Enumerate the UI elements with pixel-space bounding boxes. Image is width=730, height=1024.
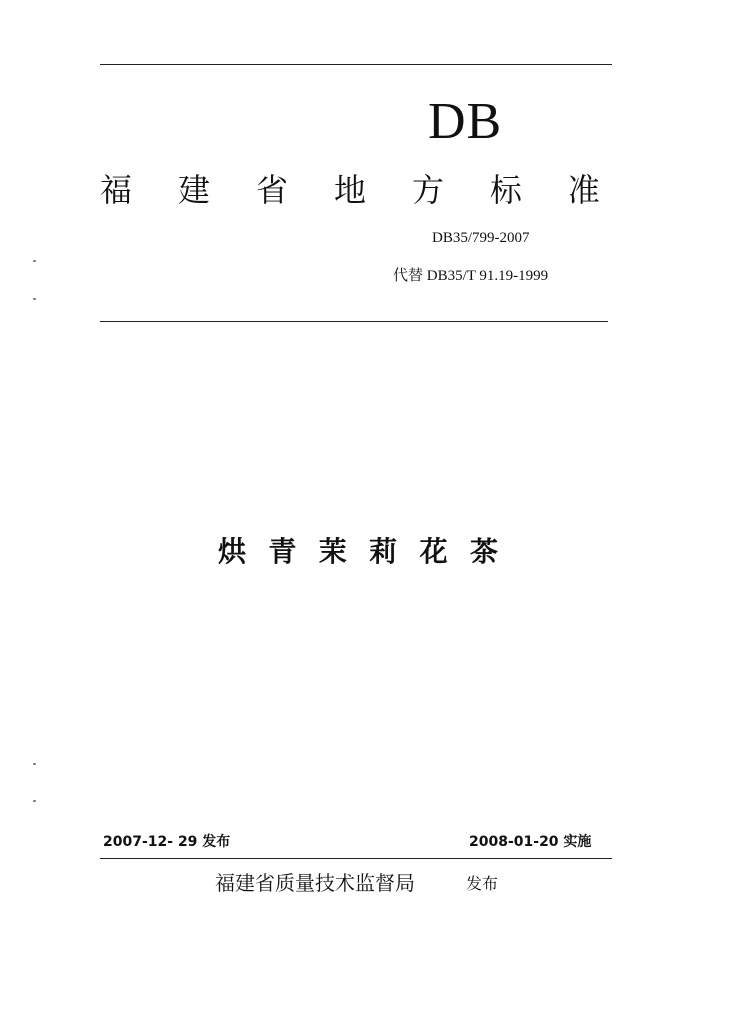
- title-char: 青: [268, 535, 297, 568]
- title-char: 茶: [469, 535, 498, 568]
- top-rule: [100, 64, 612, 65]
- scan-mark: [33, 763, 36, 765]
- implementation-date: 2008-01-20 实施: [469, 834, 592, 850]
- standard-type-char: 福: [100, 171, 133, 209]
- replaces-standard: 代替 DB35/T 91.19-1999: [393, 268, 549, 284]
- standard-type-char: 地: [333, 171, 366, 209]
- header-divider: [100, 321, 608, 322]
- document-title: [218, 532, 498, 572]
- standard-number: DB35/799-2007: [432, 230, 530, 246]
- standard-type-char: 方: [411, 171, 444, 209]
- scan-mark: [33, 298, 36, 300]
- title-char: 烘: [218, 535, 247, 568]
- scan-mark: [33, 800, 36, 802]
- title-char: 莉: [369, 535, 398, 568]
- issuing-authority: 福建省质量技术监督局: [215, 871, 415, 895]
- db-logo: DB: [428, 93, 503, 150]
- title-char: 花: [419, 535, 448, 568]
- standard-type-char: 准: [567, 171, 600, 209]
- standard-type-char: 标: [489, 171, 522, 209]
- issue-date: 2007-12- 29 发布: [103, 834, 231, 850]
- issuer-action: 发布: [466, 874, 499, 893]
- scan-mark: [33, 260, 36, 262]
- footer-divider: [100, 858, 612, 859]
- standard-type-char: 省: [255, 171, 288, 209]
- standard-type-char: 建: [177, 171, 210, 209]
- standard-type: [100, 168, 600, 212]
- title-char: 茉: [318, 535, 347, 568]
